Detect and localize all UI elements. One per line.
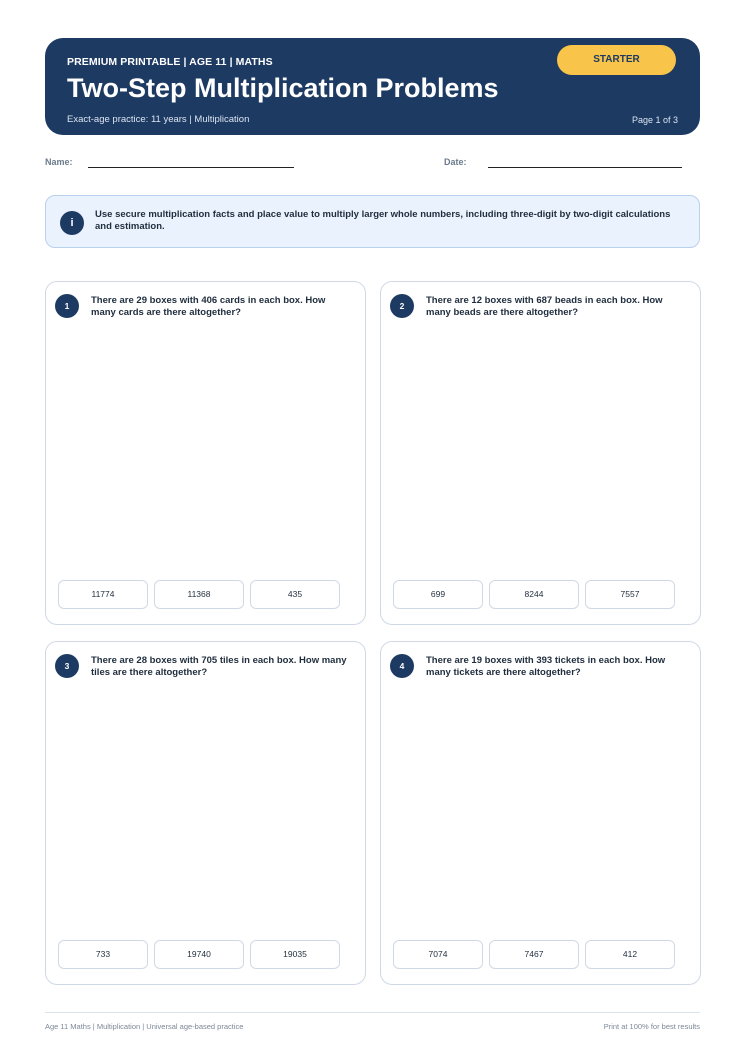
answer-option[interactable]: 7467 bbox=[489, 940, 579, 969]
info-icon: i bbox=[60, 211, 84, 235]
question-text: There are 28 boxes with 705 tiles in each box. How many tiles are there altogether? bbox=[91, 655, 347, 678]
answer-option[interactable]: 733 bbox=[58, 940, 148, 969]
info-box bbox=[45, 195, 700, 248]
answer-options bbox=[58, 940, 340, 969]
answer-option[interactable]: 699 bbox=[393, 580, 483, 609]
answer-options bbox=[393, 940, 675, 969]
name-line[interactable] bbox=[88, 167, 294, 168]
question-card-4 bbox=[380, 641, 701, 985]
question-number: 2 bbox=[390, 294, 414, 318]
question-number: 3 bbox=[55, 654, 79, 678]
question-card-3 bbox=[45, 641, 366, 985]
answer-option[interactable]: 19035 bbox=[250, 940, 340, 969]
header-subtitle: Exact-age practice: 11 years | Multiplication bbox=[67, 114, 250, 125]
question-card-1 bbox=[45, 281, 366, 625]
header-kicker: PREMIUM PRINTABLE | AGE 11 | MATHS bbox=[67, 56, 273, 68]
date-label: Date: bbox=[444, 157, 467, 167]
footer-left-text: Age 11 Maths | Multiplication | Universal age-based practice bbox=[45, 1022, 244, 1031]
name-label: Name: bbox=[45, 157, 73, 167]
answer-option[interactable]: 435 bbox=[250, 580, 340, 609]
question-text: There are 19 boxes with 393 tickets in each box. How many tickets are there altogether? bbox=[426, 655, 666, 678]
question-text: There are 29 boxes with 406 cards in each box. How many cards are there altogether? bbox=[91, 295, 326, 318]
answer-option[interactable]: 7074 bbox=[393, 940, 483, 969]
answer-option[interactable]: 412 bbox=[585, 940, 675, 969]
info-text: Use secure multiplication facts and place value to multiply larger whole numbers, including three-digit by two-digit calculations and estimation. bbox=[95, 209, 671, 232]
page-number: Page 1 of 3 bbox=[631, 115, 678, 125]
answer-option[interactable]: 19740 bbox=[154, 940, 244, 969]
question-number: 4 bbox=[390, 654, 414, 678]
answer-options bbox=[393, 580, 675, 609]
worksheet-header bbox=[45, 38, 700, 135]
answer-options bbox=[58, 580, 340, 609]
question-card-2 bbox=[380, 281, 701, 625]
page-title: Two-Step Multiplication Problems bbox=[67, 73, 499, 103]
question-number: 1 bbox=[55, 294, 79, 318]
question-text: There are 12 boxes with 687 beads in each box. How many beads are there altogether? bbox=[426, 295, 663, 318]
footer-divider bbox=[45, 1012, 700, 1013]
answer-option[interactable]: 11368 bbox=[154, 580, 244, 609]
answer-option[interactable]: 11774 bbox=[58, 580, 148, 609]
answer-option[interactable]: 8244 bbox=[489, 580, 579, 609]
level-badge: STARTER bbox=[557, 45, 676, 75]
footer-right-text: Print at 100% for best results bbox=[603, 1022, 700, 1031]
answer-option[interactable]: 7557 bbox=[585, 580, 675, 609]
date-line[interactable] bbox=[488, 167, 682, 168]
